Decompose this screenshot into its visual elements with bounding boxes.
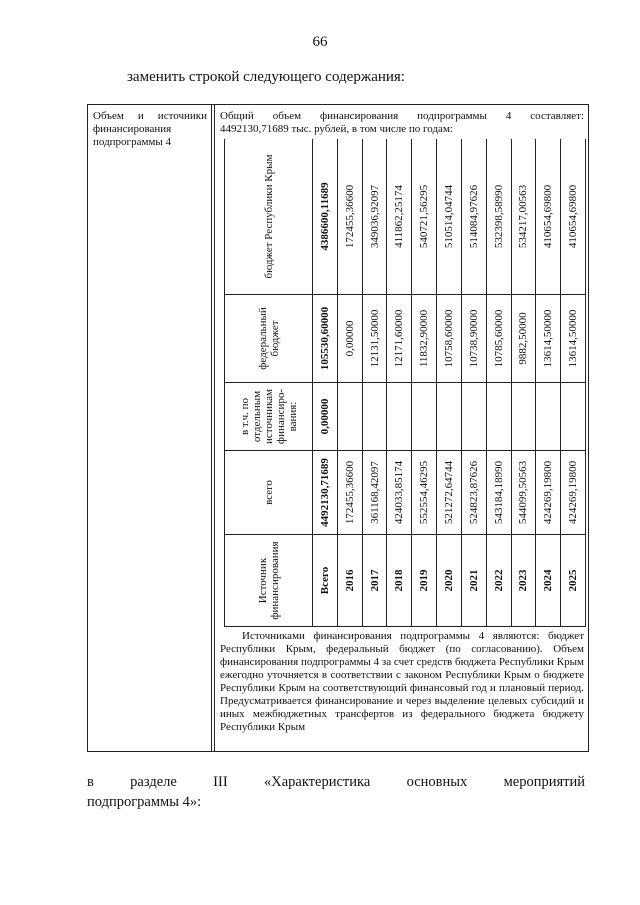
cell-federal: 13614,50000 (561, 295, 586, 383)
cell-federal: 11832,90000 (412, 295, 437, 383)
rotated-table (224, 139, 586, 627)
table-row (561, 139, 586, 627)
rotated-table-wrapper (224, 139, 586, 627)
cell-republic: 4386600,11689 (313, 139, 338, 295)
cell-year: 2023 (511, 535, 536, 627)
cell-federal: 10758,60000 (437, 295, 462, 383)
header-source: Источник финансирования (225, 535, 313, 627)
cell-republic: 514084,97626 (461, 139, 486, 295)
row-heading-financing: Объем и источники финансирования подпрограммы 4 (93, 110, 207, 148)
cell-separate (387, 383, 412, 451)
cell-total: 544099,50563 (511, 451, 536, 535)
bottom-line-2: подпрограммы 4»: (87, 794, 202, 810)
cell-total: 524823,87626 (461, 451, 486, 535)
table-row (437, 139, 462, 627)
header-republic-budget: бюджет Республики Крым (225, 139, 313, 295)
cell-total: 543184,18990 (486, 451, 511, 535)
cell-total: 552554,46295 (412, 451, 437, 535)
table-row (486, 139, 511, 627)
cell-year: 2016 (337, 535, 362, 627)
total-financing-intro (220, 110, 584, 136)
cell-year: Всего (313, 535, 338, 627)
table-row (337, 139, 362, 627)
financing-by-year-table (224, 139, 586, 627)
cell-total: 4492130,71689 (313, 451, 338, 535)
cell-total: 521272,64744 (437, 451, 462, 535)
cell-federal: 9882,50000 (511, 295, 536, 383)
cell-year: 2024 (536, 535, 561, 627)
cell-republic: 510514,04744 (437, 139, 462, 295)
cell-separate (337, 383, 362, 451)
cell-separate (412, 383, 437, 451)
header-total: всего (225, 451, 313, 535)
cell-separate (437, 383, 462, 451)
cell-republic: 411862,25174 (387, 139, 412, 295)
table-row (387, 139, 412, 627)
table-row (536, 139, 561, 627)
cell-total: 424269,19800 (536, 451, 561, 535)
cell-separate (561, 383, 586, 451)
page-number: 66 (312, 34, 328, 50)
cell-total: 361168,42097 (362, 451, 387, 535)
header-federal-budget: федеральный бюджет (225, 295, 313, 383)
replace-instruction: заменить строкой следующего содержания: (127, 69, 405, 85)
cell-separate (511, 383, 536, 451)
bottom-line-1: в разделе III «Характеристика основных мероприятий (87, 774, 585, 790)
cell-federal: 12171,60000 (387, 295, 412, 383)
table-row (412, 139, 437, 627)
cell-republic: 172455,36600 (337, 139, 362, 295)
table-row (362, 139, 387, 627)
cell-separate (536, 383, 561, 451)
cell-year: 2022 (486, 535, 511, 627)
cell-year: 2019 (412, 535, 437, 627)
financing-sources-paragraph: Источниками финансирования подпрограммы 4 являются: бюджет Республики Крым, федеральный бюджет (по согласованию). Объем финансирования подпрограммы 4 за счет средств бюджета Республики Крым ежегодно уточняется в соответствии с законом Республики Крым о бюджете Республики Крым на соответствующий финансовый год и плановый период. Предусматривается финансирование и через выделение целевых субсидий и иных межбюджетных трансфертов из федерального бюджета бюджету Республики Крым (220, 630, 584, 733)
cell-republic: 410654,69800 (536, 139, 561, 295)
cell-separate: 0,00000 (313, 383, 338, 451)
cell-separate (362, 383, 387, 451)
cell-separate (486, 383, 511, 451)
column-divider (211, 105, 212, 751)
table-row (313, 139, 338, 627)
table-row (511, 139, 536, 627)
table-body (313, 139, 586, 627)
table-header-row (225, 139, 313, 627)
intro-line-2: 4492130,71689 тыс. рублей, в том числе по годам: (220, 123, 453, 135)
header-separate-sources: в т.ч. по отдельным источникам финансиро-вания: (225, 383, 313, 451)
cell-federal: 10785,60000 (486, 295, 511, 383)
intro-line-1: Общий объем финансирования подпрограммы 4 составляет: (220, 110, 584, 122)
cell-federal: 10738,90000 (461, 295, 486, 383)
cell-republic: 540721,56295 (412, 139, 437, 295)
cell-total: 424033,85174 (387, 451, 412, 535)
cell-year: 2020 (437, 535, 462, 627)
cell-republic: 534217,00563 (511, 139, 536, 295)
cell-federal: 12131,50000 (362, 295, 387, 383)
cell-year: 2018 (387, 535, 412, 627)
table-row (461, 139, 486, 627)
cell-total: 424269,19800 (561, 451, 586, 535)
cell-federal: 13614,50000 (536, 295, 561, 383)
cell-total: 172455,36600 (337, 451, 362, 535)
cell-republic: 349036,92097 (362, 139, 387, 295)
column-divider-inner (214, 105, 215, 751)
cell-separate (461, 383, 486, 451)
cell-year: 2021 (461, 535, 486, 627)
cell-republic: 410654,69800 (561, 139, 586, 295)
cell-republic: 532398,58990 (486, 139, 511, 295)
cell-year: 2017 (362, 535, 387, 627)
cell-federal: 105530,60000 (313, 295, 338, 383)
cell-year: 2025 (561, 535, 586, 627)
bottom-instruction (87, 772, 585, 812)
cell-federal: 0,00000 (337, 295, 362, 383)
